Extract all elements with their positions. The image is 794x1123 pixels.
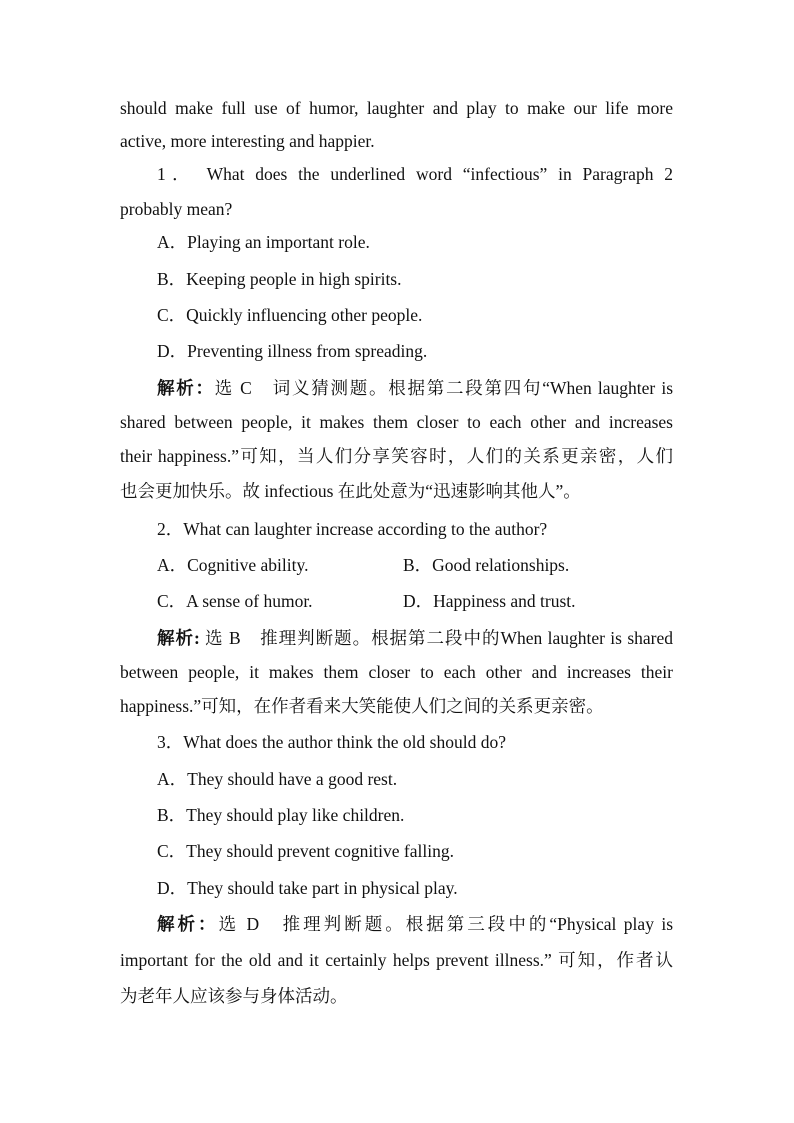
- q1-option-c: C．Quickly influencing other people.: [157, 305, 423, 325]
- q2-analysis-label: 解析:: [157, 628, 200, 648]
- q2-analysis-text-1: 选 B 推理判断题。根据第二段中的When laughter is shared: [199, 628, 674, 648]
- q3-analysis-text-1: 选 D 推理判断题。根据第三段中的“Physical play is: [218, 914, 674, 934]
- q3-option-b: B．They should play like children.: [157, 805, 405, 825]
- q1-option-d: D．Preventing illness from spreading.: [157, 341, 428, 361]
- q1-option-a: A．Playing an important role.: [157, 232, 370, 252]
- q2-option-c: C．A sense of humor.: [157, 591, 313, 611]
- q3-analysis-line-1: [157, 913, 673, 935]
- q2-analysis-line-1: [157, 627, 673, 649]
- q1-option-b: B．Keeping people in high spirits.: [157, 269, 402, 289]
- q1-analysis-line-3: their happiness.”可知，当人们分享笑容时，人们的关系更亲密，人们: [120, 446, 673, 466]
- q1-analysis-label: 解析：: [157, 378, 215, 398]
- q2-analysis-line-2: between people, it makes them closer to each other and increases their: [120, 662, 673, 682]
- q2-stem: 2．What can laughter increase according to the author?: [157, 519, 548, 539]
- q3-stem: 3．What does the author think the old should do?: [157, 732, 506, 752]
- q3-analysis-line-2: important for the old and it certainly helps prevent illness.” 可知，作者认: [120, 950, 673, 970]
- q1-analysis-line-1: [157, 377, 673, 399]
- q3-analysis-label: 解析：: [157, 914, 219, 934]
- intro-line-2: active, more interesting and happier.: [120, 131, 375, 151]
- q3-option-c: C．They should prevent cognitive falling.: [157, 841, 454, 861]
- q1-analysis-line-4: 也会更加快乐。故 infectious 在此处意为“迅速影响其他人”。: [120, 481, 581, 501]
- q3-option-d: D．They should take part in physical play.: [157, 878, 458, 898]
- q1-stem-line-1: 1． What does the underlined word “infectious” in Paragraph 2: [157, 164, 673, 184]
- q2-analysis-line-3: happiness.”可知，在作者看来大笑能使人们之间的关系更亲密。: [120, 696, 604, 716]
- q3-analysis-line-3: 为老年人应该参与身体活动。: [120, 986, 348, 1006]
- q2-option-d: D．Happiness and trust.: [403, 591, 576, 611]
- q1-analysis-line-2: shared between people, it makes them closer to each other and increases: [120, 412, 673, 432]
- q2-option-b: B．Good relationships.: [403, 555, 570, 575]
- q2-option-a: A．Cognitive ability.: [157, 555, 309, 575]
- intro-line-1: should make full use of humor, laughter and play to make our life more: [120, 98, 673, 118]
- q1-analysis-text-1: 选 C 词义猜测题。根据第二段第四句“When laughter is: [214, 378, 674, 398]
- q3-option-a: A．They should have a good rest.: [157, 769, 398, 789]
- q1-stem-line-2: probably mean?: [120, 199, 233, 219]
